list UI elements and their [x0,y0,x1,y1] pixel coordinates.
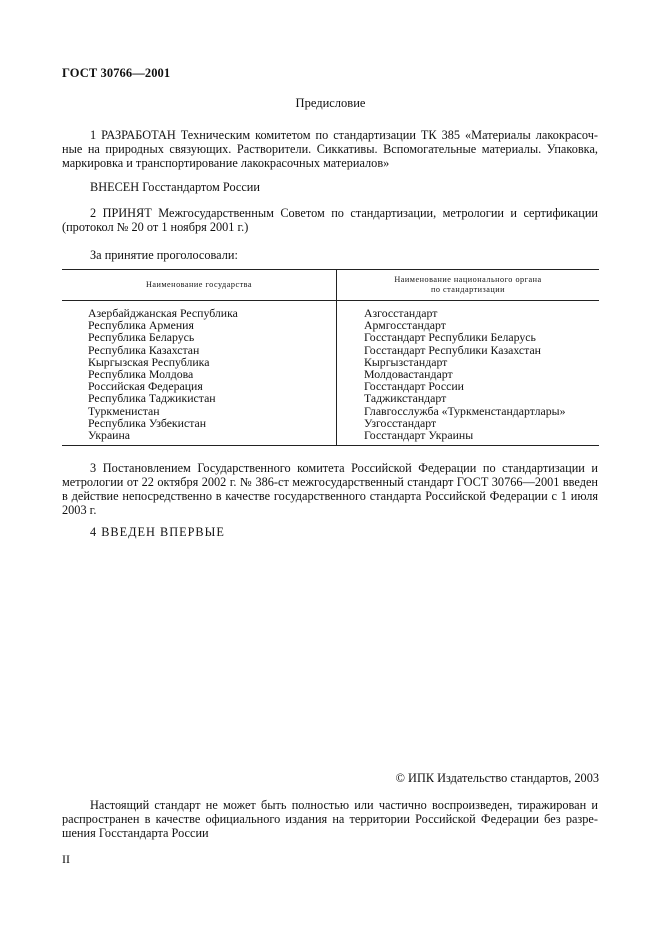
copyright-notice: © ИПК Издательство стандартов, 2003 [395,771,599,785]
page-title: Предисловие [295,96,366,110]
state-cell: Республика Узбекистан [62,417,337,429]
standards-body-cell: Азгосстандарт [364,306,438,320]
paragraph-adopted: 2 ПРИНЯТ Межгосударственным Советом по стандартизации, метрологии и сертификации (протокол № 20 от 1 ноября 2001 г.) [62,206,598,234]
standards-body-cell: Госстандарт Республики Казахстан [364,342,541,357]
table-row [62,405,599,417]
standards-body-cell: Узгосстандарт [364,415,437,430]
table-row [62,301,599,320]
paragraph-first-introduced: 4 ВВЕДЕН ВПЕРВЫЕ [90,525,225,539]
paragraph-developed: 1 РАЗРАБОТАН Техническим комитетом по стандартизации ТК 385 «Материалы лакокрасоч-ные на природных связующих. Растворители. Сиккативы. Вспомогательные материалы. Упаковка, маркировка и транспортирование лакокрасочных материалов» [62,128,598,170]
column-header-line: по стандартизации [430,285,506,294]
state-cell: Украина [62,429,337,446]
column-header-line: Наименование национального органа [394,275,542,284]
page-number: II [62,852,70,866]
standards-body-cell: Главгосслужба «Туркменстандартлары» [364,403,566,418]
document-header: ГОСТ 30766—2001 [62,66,171,80]
standards-body-cell: Молдовастандарт [364,367,453,382]
table-header-row [62,270,599,301]
state-cell: Республика Молдова [62,368,337,380]
standards-body-cell: Госстандарт России [364,379,464,394]
standards-body-cell: Армгосстандарт [364,318,446,333]
column-header-standards-body [337,270,600,301]
table-row [62,417,599,429]
vote-intro: За принятие проголосовали: [90,248,238,262]
table-row [62,392,599,404]
reproduction-notice: Настоящий стандарт не может быть полностью или частично воспроизведен, тиражирован и распространен в качестве официального издания на территории Российской Федерации без разре-шения Госстандарта России [62,798,598,840]
state-cell: Республика Армения [62,319,337,331]
voting-states-table [62,269,599,446]
paragraph-introduced: ВНЕСЕН Госстандартом России [90,180,260,194]
table-row [62,344,599,356]
standards-body-cell: Кыргызстандарт [364,354,448,369]
state-cell: Республика Таджикистан [62,392,337,404]
paragraph-enacted: 3 Постановлением Государственного комитета Российской Федерации по стандартизации и метрологии от 22 октября 2002 г. № 386-ст межгосударственный стандарт ГОСТ 30766—2001 введен в действие непосредственно в качестве государственного стандарта Российской Федерации с 1 июля 2003 г. [62,461,598,517]
state-cell: Туркменистан [62,405,337,417]
standards-body-cell: Госстандарт Республики Беларусь [364,330,536,345]
standards-body-cell: Таджикстандарт [364,391,447,406]
state-cell: Республика Беларусь [62,331,337,343]
table-row [62,429,599,446]
state-cell: Республика Казахстан [62,344,337,356]
table-row [62,331,599,343]
column-header-state: Наименование государства [62,270,337,301]
state-cell: Российская Федерация [62,380,337,392]
state-cell: Азербайджанская Республика [62,301,337,320]
state-cell: Кыргызская Республика [62,356,337,368]
standards-body-cell: Госстандарт Украины [337,429,600,446]
